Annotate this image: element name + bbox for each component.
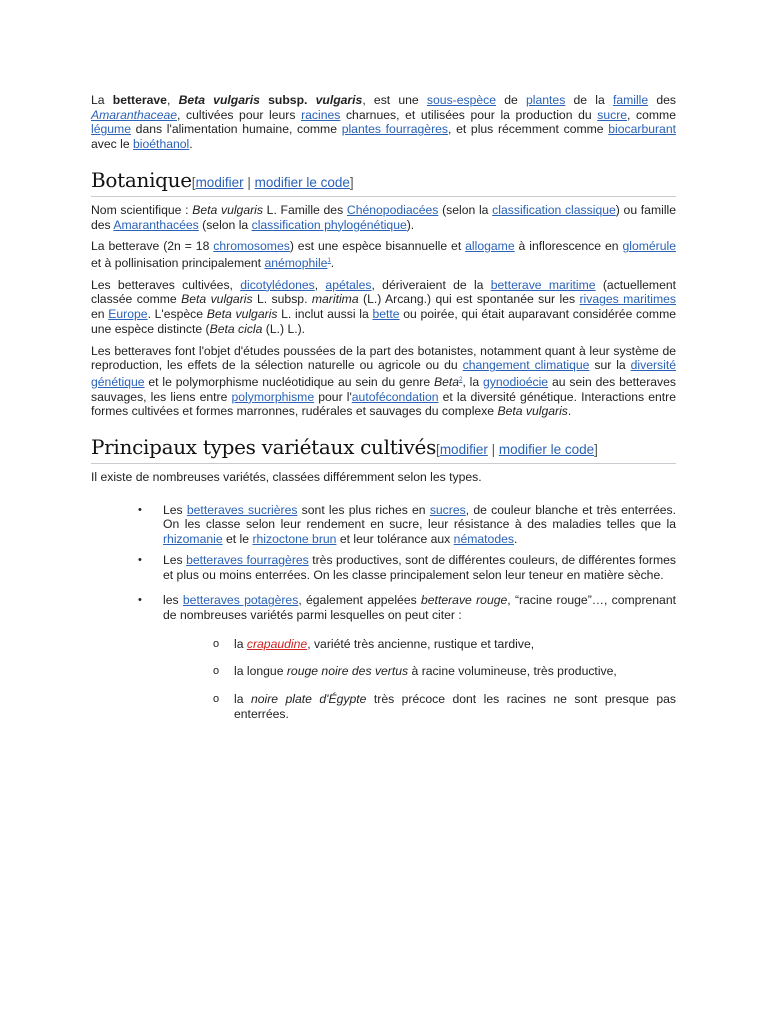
link-dicotyledones[interactable]: dicotylédones [240,277,315,292]
link-classification-classique[interactable]: classification classique [492,202,616,217]
footnote-ref[interactable]: 2 [459,376,463,383]
link-sucre[interactable]: sucre [597,107,628,122]
link-apetales[interactable]: apétales [325,277,372,292]
link-gynodioecie[interactable]: gynodioécie [483,374,549,389]
link-rivages-maritimes[interactable]: rivages maritimes [579,292,676,307]
link-betteraves-sucrieres[interactable]: betteraves sucrières [186,502,298,517]
botanique-paragraph-1: Nom scientifique : Beta vulgaris L. Famille des Chénopodiacées (selon la classification classique) ou famille des Amaranthacées (selon la classification phylogénétique). [91,202,677,232]
varieties-list [91,503,676,722]
list-item: • Les betteraves fourragères très productives, sont de différentes couleurs, de différentes formes et plus ou moins enterrées. On les classe principalement selon leur teneur en matière sèche. [91,553,676,582]
link-nematodes[interactable]: nématodes [453,532,514,547]
link-chenopodiacees[interactable]: Chénopodiacées [346,202,439,217]
link-anemophile[interactable]: anémophile [264,255,328,270]
link-europe[interactable]: Europe [108,307,148,322]
term-beta-vulgaris: Beta vulgaris [178,93,260,107]
edit-link[interactable]: modifier [195,174,244,190]
link-changement-climatique[interactable]: changement climatique [462,358,590,373]
botanique-paragraph-4: Les betteraves font l'objet d'études poussées de la part des botanistes, notamment quant à leur système de reproduction, les effets de la sélection naturelle ou agricole ou du changement climatique sur la diversité génétique et le polymorphisme nucléotidique au sein du genre Beta$^2$, la gynodioécie au sein des betteraves sauvages, les liens entre polymorphisme pour l'autofécondation et la diversité génétique. Interactions entre formes cultivées et formes marronnes, rudérales et sauvages du complexe Beta vulgaris. [91,343,676,419]
link-plantes[interactable]: plantes [525,93,566,107]
link-glomerule[interactable]: glomérule [622,239,676,254]
link-polymorphisme[interactable]: polymorphisme [231,389,315,404]
link-allogame[interactable]: allogame [465,239,515,254]
botanique-paragraph-2: La betterave (2n = 18 chromosomes) est une espèce bisannuelle et allogame à inflorescence en glomérule et à pollinisation principalement anémophile$^1$. [91,239,676,270]
article-body [91,93,676,733]
link-crapaudine[interactable]: crapaudine [246,636,308,651]
link-bette[interactable]: bette [372,307,400,322]
sub-list-item: o la noire plate d'Égypte très précoce dont les racines ne sont presque pas enterrées. [163,692,676,721]
list-item: • les betteraves potagères, également appelées betterave rouge, “racine rouge”…, comprenant de nombreuses variétés parmi lesquelles on peut citer : o la crapaudine, variété très ancienne, rustique et tardive, o la longue rouge noire des vertus à racine volumineuse, très productive, o la noire plate d'Égypte très précoce dont les racines ne sont presque pas enterrées. [91,593,676,721]
link-racines[interactable]: racines [301,107,341,122]
link-chromosomes[interactable]: chromosomes [213,239,290,254]
link-betterave-maritime[interactable]: betterave maritime [490,277,596,292]
link-sous-espece[interactable]: sous-espèce [426,93,497,107]
link-betteraves-potageres[interactable]: betteraves potagères [182,593,299,608]
link-amaranthaceae[interactable]: Amaranthaceae [91,107,178,122]
link-autofecondation[interactable]: autofécondation [351,389,439,404]
edit-code-link[interactable]: modifier le code [254,174,350,190]
list-item: • Les betteraves sucrières sont les plus riches en sucres, de couleur blanche et très enterrées. On les classe selon leur rendement en sucre, leur résistance à des maladies telles que la rhizomanie et le rhizoctone brun et leur tolérance aux nématodes. [91,503,676,547]
link-betteraves-fourrageres[interactable]: betteraves fourragères [186,552,309,567]
link-bioethanol[interactable]: bioéthanol [133,137,190,152]
link-diversite-genetique[interactable]: diversité génétique [91,358,676,389]
link-sucres[interactable]: sucres [429,502,466,517]
link-amaranthacees[interactable]: Amaranthacées [113,217,199,232]
edit-links: [modifier | modifier le code] [191,174,354,190]
footnote-ref[interactable]: 1 [327,257,331,264]
link-rhizomanie[interactable]: rhizomanie [163,532,223,547]
sub-list-item: o la crapaudine, variété très ancienne, rustique et tardive, [163,637,676,652]
edit-code-link[interactable]: modifier le code [498,442,595,458]
sub-list [163,637,676,722]
edit-link[interactable]: modifier [439,442,488,458]
types-intro: Il existe de nombreuses variétés, classées différemment selon les types. [91,470,482,485]
section-heading-types: Principaux types variétaux cultivés[modifier | modifier le code] [91,435,676,464]
section-heading-botanique: Botanique[modifier | modifier le code] [91,168,676,197]
intro-paragraph: La betterave, Beta vulgaris subsp. vulgaris, est une sous-espèce de plantes de la famille des Amaranthaceae, cultivées pour leurs racines charnues, et utilisées pour la production du sucre, comme légume dans l'alimentation humaine, comme plantes fourragères, et plus récemment comme biocarburant avec le bioéthanol. [91,93,677,152]
edit-links: [modifier | modifier le code] [436,442,598,458]
botanique-paragraph-3: Les betteraves cultivées, dicotylédones, apétales, dériveraient de la betterave maritime (actuellement classée comme Beta vulgaris L. subsp. maritima (L.) Arcang.) qui est spontanée sur les rivages maritimes en Europe. L'espèce Beta vulgaris L. inclut aussi la bette ou poirée, qui était auparavant considérée comme une espèce distincte (Beta cicla (L.) L.). [91,277,677,336]
link-famille[interactable]: famille [612,93,649,107]
term-betterave: betterave [112,93,167,107]
link-biocarburant[interactable]: biocarburant [608,122,677,137]
link-rhizoctone-brun[interactable]: rhizoctone brun [252,532,337,547]
sub-list-item: o la longue rouge noire des vertus à racine volumineuse, très productive, [163,664,676,679]
link-classification-phylogenetique[interactable]: classification phylogénétique [251,217,407,232]
link-plantes-fourrageres[interactable]: plantes fourragères [341,122,448,137]
link-legume[interactable]: légume [91,122,131,137]
